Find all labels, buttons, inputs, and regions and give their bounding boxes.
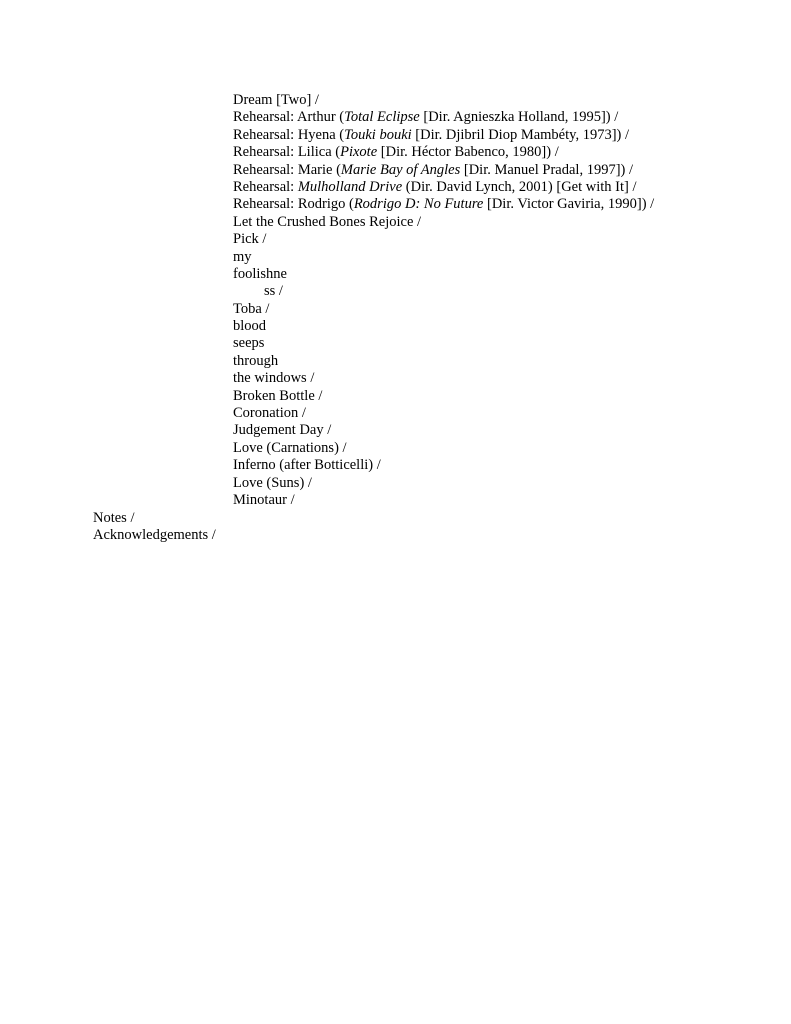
toc-list [233,92,654,509]
toc-entry: Judgement Day / [233,422,332,439]
toc-entry: Coronation / [233,405,306,422]
toc-entry-notes: Notes / [93,510,135,526]
toc-entry: foolishne [233,265,287,282]
toc-entry: Rehearsal: Hyena (Touki bouki [Dir. Djibril Diop Mambéty, 1973]) / [233,126,630,143]
toc-entry: ss / [264,283,283,300]
toc-entry: Toba / [233,300,270,317]
toc-entry: Minotaur / [233,491,295,508]
toc-entry: Rehearsal: Arthur (Total Eclipse [Dir. Agnieszka Holland, 1995]) / [233,109,619,126]
toc-entry: through [233,352,279,369]
toc-entry-acknowledgements: Acknowledgements / [93,527,216,544]
toc-entry: blood [233,318,267,335]
toc-entry: Rehearsal: Marie (Marie Bay of Angles [Dir. Manuel Pradal, 1997]) / [233,161,634,178]
toc-entry: seeps [233,335,265,352]
toc-entry: the windows / [233,370,315,387]
toc-entry: Dream [Two] / [233,92,319,108]
toc-entry: Rehearsal: Rodrigo (Rodrigo D: No Future [Dir. Victor Gaviria, 1990]) / [233,196,655,213]
toc-entry: Love (Carnations) / [233,439,347,456]
toc-entry: Pick / [233,231,267,248]
toc-entry: Rehearsal: Mulholland Drive (Dir. David Lynch, 2001) [Get with It] / [233,178,637,195]
toc-entry: Inferno (after Botticelli) / [233,457,381,474]
back-matter-list [93,510,216,545]
toc-entry: Love (Suns) / [233,474,312,491]
toc-entry: Broken Bottle / [233,387,323,404]
toc-entry: my [233,248,252,265]
toc-entry: Let the Crushed Bones Rejoice / [233,213,422,230]
toc-entry: Rehearsal: Lilica (Pixote [Dir. Héctor Babenco, 1980]) / [233,144,559,161]
